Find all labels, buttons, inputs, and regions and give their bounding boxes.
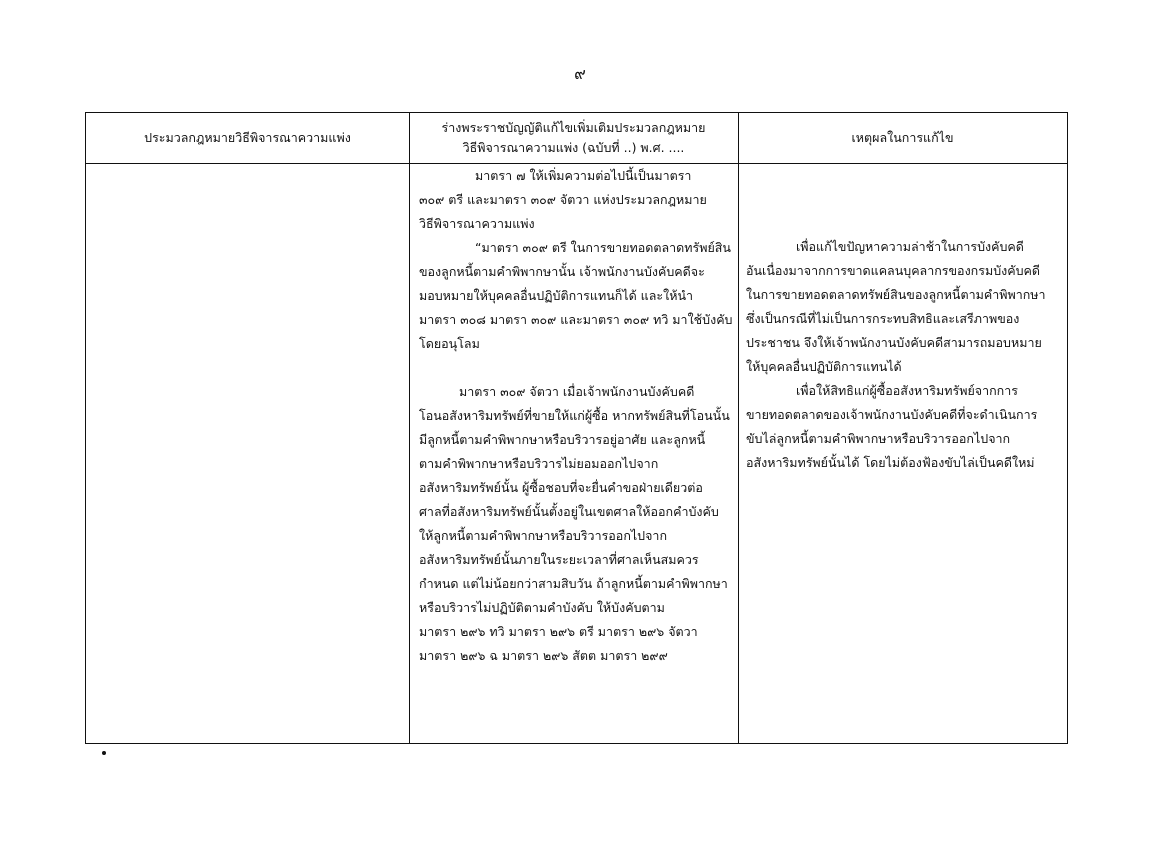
text-line: ซึ่งเป็นกรณีที่ไม่เป็นการกระทบสิทธิและเสรีภาพของ — [746, 311, 1020, 326]
text-line: ขับไล่ลูกหนี้ตามคำพิพากษาหรือบริวารออกไปจาก — [746, 431, 1011, 446]
text-line: กำหนด แต่ไม่น้อยกว่าสามสิบวัน ถ้าลูกหนี้ตามคำพิพากษา — [419, 576, 728, 591]
text-line: โดยอนุโลม — [419, 336, 480, 351]
reasons-column — [746, 235, 1064, 475]
text-line: ๓๐๙ ตรี และมาตรา ๓๐๙ จัตวา แห่งประมวลกฎหมาย — [419, 192, 707, 207]
text-line: อสังหาริมทรัพย์นั้นภายในระยะเวลาที่ศาลเห็นสมควร — [419, 552, 699, 567]
text-line: ประชาชน จึงให้เจ้าพนักงานบังคับคดีสามารถมอบหมาย — [746, 335, 1042, 350]
draft-act-column — [419, 164, 731, 668]
text-line: ให้ลูกหนี้ตามคำพิพากษาหรือบริวารออกไปจาก — [419, 528, 668, 543]
comparison-table — [85, 112, 1068, 744]
text-line: มาตรา ๗ ให้เพิ่มความต่อไปนี้เป็นมาตรา — [475, 168, 692, 183]
text-line: ในการขายทอดตลาดทรัพย์สินของลูกหนี้ตามคำพิพากษา — [746, 287, 1046, 302]
scan-speck — [102, 751, 106, 755]
text-line: มีลูกหนี้ตามคำพิพากษาหรือบริวารอยู่อาศัย และลูกหนี้ — [419, 432, 706, 447]
text-line: มาตรา ๒๙๖ ทวิ มาตรา ๒๙๖ ตรี มาตรา ๒๙๖ จัตวา — [419, 624, 698, 639]
text-line: ขายทอดตลาดของเจ้าพนักงานบังคับคดีที่จะดำเนินการ — [746, 407, 1038, 422]
text-line: อสังหาริมทรัพย์นั้น ผู้ซื้อชอบที่จะยื่นคำขอฝ่ายเดียวต่อ — [419, 480, 703, 495]
text-line: มาตรา ๓๐๙ จัตวา เมื่อเจ้าพนักงานบังคับคดี — [459, 384, 695, 399]
text-line: มอบหมายให้บุคคลอื่นปฏิบัติการแทนก็ได้ และให้นำ — [419, 288, 694, 303]
text-line: ศาลที่อสังหาริมทรัพย์นั้นตั้งอยู่ในเขตศาลให้ออกคำบังคับ — [419, 504, 719, 519]
text-line: ให้บุคคลอื่นปฏิบัติการแทนได้ — [746, 359, 902, 374]
text-line: ของลูกหนี้ตามคำพิพากษานั้น เจ้าพนักงานบังคับคดีจะ — [419, 264, 705, 279]
text-line: โอนอสังหาริมทรัพย์ที่ขายให้แก่ผู้ซื้อ หากทรัพย์สินที่โอนนั้น — [419, 408, 730, 423]
text-line: วิธีพิจารณาความแพ่ง — [419, 216, 535, 231]
text-line: หรือบริวารไม่ปฏิบัติตามคำบังคับ ให้บังคับตาม — [419, 600, 665, 615]
text-line: อันเนื่องมาจากการขาดแคลนบุคลากรของกรมบังคับคดี — [746, 263, 1041, 278]
header-reasons — [738, 113, 1067, 163]
text-line: “มาตรา ๓๐๙ ตรี ในการขายทอดตลาดทรัพย์สิน — [475, 240, 731, 255]
text-line: มาตรา ๒๙๖ ฉ มาตรา ๒๙๖ สัตต มาตรา ๒๙๙ — [419, 648, 668, 663]
header-draft-act — [409, 113, 738, 163]
text-line: เพื่อแก้ไขปัญหาความล่าช้าในการบังคับคดี — [796, 239, 1024, 254]
column-divider — [409, 113, 410, 743]
text-line: มาตรา ๓๐๘ มาตรา ๓๐๙ และมาตรา ๓๐๙ ทวิ มาใช้บังคับ — [419, 312, 733, 327]
header-draft-act-line: ร่างพระราชบัญญัติแก้ไขเพิ่มเติมประมวลกฎหมาย — [441, 120, 706, 135]
text-line: อสังหาริมทรัพย์นั้นได้ โดยไม่ต้องฟ้องขับไล่เป็นคดีใหม่ — [746, 455, 1035, 470]
header-reasons-text: เหตุผลในการแก้ไข — [851, 130, 954, 145]
column-divider — [738, 113, 739, 743]
page-number: ๙ — [574, 64, 586, 83]
text-line: ตามคำพิพากษาหรือบริวารไม่ยอมออกไปจาก — [419, 456, 659, 471]
header-current-law — [86, 113, 409, 163]
header-current-law-text: ประมวลกฎหมายวิธีพิจารณาความแพ่ง — [144, 130, 351, 145]
text-line: เพื่อให้สิทธิแก่ผู้ซื้ออสังหาริมทรัพย์จากการ — [796, 383, 1018, 398]
header-draft-act-line: วิธีพิจารณาความแพ่ง (ฉบับที่ ..) พ.ศ. .... — [462, 140, 685, 155]
